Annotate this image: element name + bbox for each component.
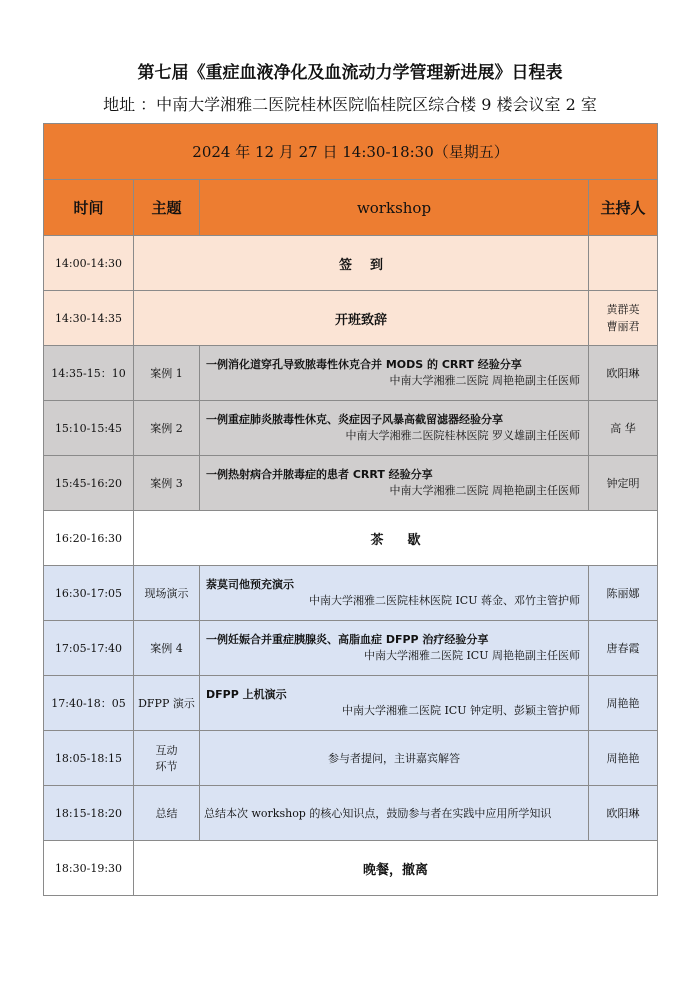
- col-header-topic: 主题: [134, 180, 200, 236]
- row-host: [589, 236, 658, 291]
- row-time: 14:00-14:30: [44, 236, 134, 291]
- row-host: 高 华: [589, 401, 658, 456]
- table-row: [44, 621, 658, 676]
- row-time: 18:15-18:20: [44, 786, 134, 841]
- row-time: 17:05-17:40: [44, 621, 134, 676]
- workshop-title: 一例消化道穿孔导致脓毒性休克合并 MODS 的 CRRT 经验分享: [206, 358, 522, 371]
- header-row: [44, 180, 658, 236]
- row-time: 16:30-17:05: [44, 566, 134, 621]
- row-time: 18:05-18:15: [44, 731, 134, 786]
- schedule-date: 2024 年 12 月 27 日 14:30-18:30（星期五）: [44, 124, 658, 180]
- row-workshop: [200, 346, 589, 401]
- col-header-host: 主持人: [589, 180, 658, 236]
- venue-address: 地址 ：中南大学湘雅二医院桂林医院临桂院区综合楼 9 楼会议室 2 室: [103, 95, 597, 114]
- row-content: 晚餐，撤离: [134, 841, 658, 896]
- row-content: 茶歇: [134, 511, 658, 566]
- workshop-title: DFPP 上机演示: [206, 688, 287, 701]
- row-time: 15:45-16:20: [44, 456, 134, 511]
- table-row: [44, 401, 658, 456]
- workshop-title: 一例重症肺炎脓毒性休克、炎症因子风暴高截留滤器经验分享: [206, 413, 503, 426]
- row-time: 18:30-19:30: [44, 841, 134, 896]
- workshop-title: 一例热射病合并脓毒症的患者 CRRT 经验分享: [206, 468, 433, 481]
- table-row: [44, 841, 658, 896]
- row-time: 14:35-15：10: [44, 346, 134, 401]
- row-content: 开班致辞: [134, 291, 589, 346]
- table-row: [44, 676, 658, 731]
- table-row: [44, 566, 658, 621]
- host-name: 黄群英: [606, 303, 640, 316]
- row-host: [589, 291, 658, 346]
- schedule-table: [43, 123, 658, 896]
- row-workshop: [200, 621, 589, 676]
- workshop-title: 萘莫司他预充演示: [206, 578, 294, 591]
- workshop-speaker: 中南大学湘雅二医院 ICU 周艳艳副主任医师: [363, 649, 580, 662]
- col-header-workshop: workshop: [200, 180, 589, 236]
- host-name: 曹丽君: [606, 320, 640, 333]
- row-topic: 现场演示: [134, 566, 200, 621]
- row-workshop: [200, 456, 589, 511]
- row-workshop: [200, 566, 589, 621]
- table-row: [44, 731, 658, 786]
- row-host: 周艳艳: [589, 731, 658, 786]
- row-topic: 案例 2: [134, 401, 200, 456]
- topic-line: 环节: [155, 760, 178, 773]
- row-workshop: [200, 676, 589, 731]
- row-time: 16:20-16:30: [44, 511, 134, 566]
- row-topic: 案例 1: [134, 346, 200, 401]
- row-workshop: [200, 401, 589, 456]
- row-host: 欧阳琳: [589, 346, 658, 401]
- workshop-speaker: 中南大学湘雅二医院桂林医院 罗义雄副主任医师: [345, 429, 580, 442]
- table-row: [44, 236, 658, 291]
- row-content: 签到: [134, 236, 589, 291]
- col-header-time: 时间: [44, 180, 134, 236]
- row-time: 17:40-18：05: [44, 676, 134, 731]
- row-topic: [134, 731, 200, 786]
- workshop-title: 一例妊娠合并重症胰腺炎、高脂血症 DFPP 治疗经验分享: [206, 633, 489, 646]
- table-row: [44, 346, 658, 401]
- date-row: [44, 124, 658, 180]
- row-host: 陈丽娜: [589, 566, 658, 621]
- workshop-speaker: 中南大学湘雅二医院桂林医院 ICU 蒋金、邓竹主管护师: [308, 594, 580, 607]
- workshop-speaker: 中南大学湘雅二医院 周艳艳副主任医师: [389, 374, 580, 387]
- row-host: 钟定明: [589, 456, 658, 511]
- row-topic: DFPP 演示: [134, 676, 200, 731]
- table-row: [44, 456, 658, 511]
- table-row: [44, 291, 658, 346]
- row-host: 周艳艳: [589, 676, 658, 731]
- row-workshop: 参与者提问，主讲嘉宾解答: [200, 731, 589, 786]
- workshop-speaker: 中南大学湘雅二医院 ICU 钟定明、彭颖主管护师: [341, 704, 580, 717]
- workshop-speaker: 中南大学湘雅二医院 周艳艳副主任医师: [389, 484, 580, 497]
- row-topic: 总结: [134, 786, 200, 841]
- row-workshop: 总结本次 workshop 的核心知识点，鼓励参与者在实践中应用所学知识: [200, 786, 589, 841]
- row-time: 15:10-15:45: [44, 401, 134, 456]
- topic-line: 互动: [155, 744, 178, 757]
- row-topic: 案例 3: [134, 456, 200, 511]
- table-row: [44, 786, 658, 841]
- row-topic: 案例 4: [134, 621, 200, 676]
- row-time: 14:30-14:35: [44, 291, 134, 346]
- row-host: 欧阳琳: [589, 786, 658, 841]
- row-host: 唐春霞: [589, 621, 658, 676]
- page-title: 第七届《重症血液净化及血流动力学管理新进展》日程表: [137, 63, 563, 83]
- table-row: [44, 511, 658, 566]
